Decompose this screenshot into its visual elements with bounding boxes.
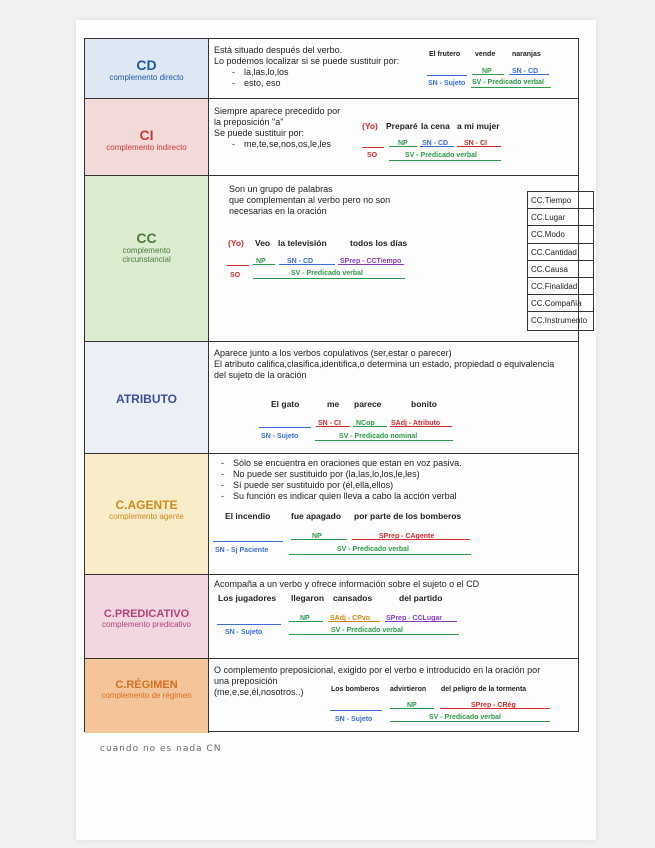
atributo-underline	[390, 426, 452, 427]
cc-sncd-label: SN - CD	[287, 258, 314, 265]
agente-underline	[213, 541, 283, 542]
label-ci	[85, 99, 209, 175]
agente-np-label: NP	[312, 533, 322, 540]
predicativo-example-word: llegaron	[291, 593, 325, 603]
atributo-title: ATRIBUTO	[116, 392, 177, 406]
cc-types-table	[527, 191, 594, 331]
list-item: - la,las,lo,los	[228, 67, 399, 78]
cc-example-word: la televisión	[278, 238, 327, 248]
predicativo-underline	[385, 621, 457, 622]
cc-np-label: NP	[256, 258, 266, 265]
list-item: - No puede ser sustituido por (la,las,lo,los,le,les)	[217, 469, 462, 480]
ci-underline	[389, 146, 417, 147]
cc-predicate-label: SV - Predicado verbal	[291, 270, 363, 277]
predicativo-underline	[328, 621, 380, 622]
regimen-underline	[390, 721, 550, 722]
predicativo-subject-label: SN - Sujeto	[225, 629, 263, 636]
atributo-ncop-label: NCop	[356, 420, 375, 427]
ci-example-word: la cena	[421, 121, 450, 131]
predicativo-underline	[289, 621, 323, 622]
cd-underline	[472, 74, 504, 75]
cc-underline	[338, 264, 404, 265]
label-cc	[85, 176, 209, 341]
ci-so-label: SO	[367, 152, 378, 159]
ci-sncd-label: SN - CD	[422, 140, 449, 147]
agente-sprep-label: SPrep - CAgente	[379, 533, 435, 540]
agente-underline	[352, 539, 470, 540]
content-atributo	[209, 342, 578, 453]
ci-snci-label: SN - CI	[464, 140, 487, 147]
row-cc	[85, 176, 588, 342]
list-item: - esto, eso	[228, 78, 399, 89]
agente-example-word: por parte de los bomberos	[354, 511, 462, 521]
cc-example-word: (Yo)	[228, 238, 244, 248]
cd-predicate-label: SV - Predicado verbal	[472, 79, 544, 86]
cd-np-label: NP	[482, 68, 492, 75]
regimen-line1: O complemento preposicional, exigido por el verbo e introducido en la oración por	[214, 665, 541, 675]
cd-example-word: naranjas	[512, 51, 541, 58]
regimen-line2: una preposición	[214, 676, 278, 686]
cc-type: CC.Cantidad	[528, 244, 593, 261]
ci-np-label: NP	[398, 140, 408, 147]
cc-example-word: todos los días	[350, 238, 408, 248]
atributo-example-word: bonito	[411, 399, 437, 409]
content-cc	[209, 176, 588, 341]
atributo-underline	[315, 440, 453, 441]
atributo-predicate-label: SV - Predicado nominal	[339, 433, 418, 440]
cd-example-word: El frutero	[429, 51, 461, 58]
cc-underline	[253, 264, 275, 265]
label-atributo	[85, 342, 209, 453]
cc-underline	[253, 278, 405, 279]
regimen-example-word: Los bomberos	[331, 686, 380, 693]
atributo-underline	[353, 426, 387, 427]
complements-table	[84, 38, 588, 732]
atributo-example-word: parece	[354, 399, 382, 409]
handwritten-note: cuando no es nada CN	[100, 744, 222, 754]
predicativo-sprep-label: SPrep - CCLugar	[386, 615, 443, 622]
list-item: - me,te,se,nos,os,le,les	[228, 139, 340, 150]
cc-underline	[227, 265, 249, 266]
predicativo-example-word: cansados	[333, 593, 373, 603]
list-item: - Sí puede ser sustituido por (él,ella,ellos)	[217, 480, 462, 491]
regimen-underline	[330, 710, 382, 711]
predicativo-underline	[217, 624, 281, 625]
label-predicativo	[85, 575, 209, 658]
cc-title: CC	[136, 230, 157, 246]
cc-subtitle: complemento	[122, 246, 171, 255]
ci-line2: la preposición "a"	[214, 117, 284, 127]
cd-underline	[471, 87, 551, 88]
cd-underline	[509, 74, 549, 75]
label-agente	[85, 454, 209, 574]
cc-type: CC.Compañía	[528, 295, 593, 312]
predicativo-predicate-label: SV - Predicado verbal	[331, 627, 403, 634]
regimen-underline	[390, 708, 434, 709]
regimen-line3: (me,e,se,él,nosotros..)	[214, 687, 304, 697]
agente-predicate-label: SV - Predicado verbal	[337, 546, 409, 553]
agente-example-word: fue apagado	[291, 511, 342, 521]
cc-line2: que complementan al verbo pero no son	[229, 195, 391, 205]
ci-example-word: a mi mujer	[457, 121, 500, 131]
predicativo-subtitle: complemento predicativo	[102, 620, 191, 629]
atributo-underline	[316, 426, 350, 427]
row-atributo	[85, 342, 578, 454]
content-predicativo	[209, 575, 578, 658]
cc-so-label: SO	[230, 272, 241, 279]
row-regimen	[85, 659, 578, 733]
agente-example-word: El incendio	[225, 511, 271, 521]
regimen-np-label: NP	[407, 702, 417, 709]
row-predicativo	[85, 575, 578, 659]
ci-line1: Siempre aparece precedido por	[214, 106, 341, 116]
agente-subtitle: complemento agente	[109, 512, 184, 521]
regimen-subtitle: complemento de régimen	[101, 691, 192, 700]
cd-example-word: vende	[475, 51, 496, 58]
agente-title: C.AGENTE	[115, 498, 178, 512]
atributo-example-word: me	[327, 399, 340, 409]
cd-title: CD	[136, 57, 157, 73]
agente-underline	[291, 539, 347, 540]
ci-example-word: (Yo)	[362, 121, 378, 131]
content-regimen	[209, 659, 578, 733]
ci-example-word: Preparé	[386, 121, 418, 131]
cc-underline	[279, 264, 335, 265]
regimen-example-word: del peligro de la tormenta	[441, 686, 527, 693]
list-item: - Su función es indicar quien lleva a cabo la acción verbal	[217, 491, 462, 502]
label-regimen	[85, 659, 209, 733]
cc-example-word: Veo	[255, 238, 271, 248]
agente-underline	[289, 554, 471, 555]
cd-sncd-label: SN - CD	[512, 68, 539, 75]
cd-line1: Está situado después del verbo.	[214, 45, 343, 55]
cc-line3: necesarias en la oración	[229, 206, 327, 216]
regimen-predicate-label: SV - Predicado verbal	[429, 714, 501, 721]
atributo-snci-label: SN - CI	[318, 420, 341, 427]
cc-type: CC.Causa	[528, 261, 593, 278]
cc-type: CC.Modo	[528, 226, 593, 243]
content-cd	[209, 39, 578, 98]
predicativo-line1: Acompaña a un verbo y ofrece información sobre el sujeto o el CD	[214, 579, 480, 589]
ci-subtitle: complemento indirecto	[106, 143, 187, 152]
regimen-example-word: advirtieron	[390, 686, 427, 693]
atributo-underline	[259, 427, 311, 428]
cc-subtitle: circunstancial	[122, 255, 171, 264]
regimen-sprep-label: SPrep - CRég	[471, 702, 516, 709]
atributo-line1: Aparece junto a los verbos copulativos (ser,estar o parecer)	[214, 348, 452, 358]
label-cd	[85, 39, 209, 98]
ci-predicate-label: SV - Predicado verbal	[405, 152, 477, 159]
content-agente	[209, 454, 578, 574]
regimen-title: C.RÉGIMEN	[115, 679, 178, 691]
row-cd	[85, 39, 578, 99]
agente-subject-label: SN - Sj Paciente	[215, 547, 269, 554]
regimen-underline	[440, 708, 550, 709]
ci-underline	[389, 160, 501, 161]
predicativo-np-label: NP	[300, 615, 310, 622]
ci-underline	[420, 146, 454, 147]
ci-underline	[457, 146, 501, 147]
atributo-subject-label: SN - Sujeto	[261, 433, 299, 440]
atributo-example-word: El gato	[271, 399, 300, 409]
cd-underline	[427, 75, 467, 76]
predicativo-example-word: del partido	[399, 593, 443, 603]
ci-underline	[362, 147, 384, 148]
predicativo-sadj-label: SAdj - CPvo	[330, 615, 371, 622]
row-ci	[85, 99, 578, 176]
atributo-line2: El atributo califica,clasifica,identifica,o determina un estado, propiedad o equivalencia	[214, 359, 555, 369]
atributo-sadj-label: SAdj - Atributo	[391, 420, 441, 427]
cd-subject-label: SN - Sujeto	[428, 80, 466, 87]
predicativo-example-word: Los jugadores	[218, 593, 277, 603]
cc-type: CC.Lugar	[528, 209, 593, 226]
cc-sprep-label: SPrep - CCTiempo	[340, 258, 402, 265]
list-item: - Sólo se encuentra en oraciones que estan en voz pasiva.	[217, 458, 462, 469]
cc-type: CC.Instrumento	[531, 316, 588, 326]
row-agente	[85, 454, 578, 575]
predicativo-title: C.PREDICATIVO	[103, 608, 190, 620]
ci-title: CI	[139, 127, 154, 143]
cc-line1: Son un grupo de palabras	[229, 184, 333, 194]
cc-type: CC.Finalidad	[528, 278, 593, 295]
content-ci	[209, 99, 578, 175]
cc-type: CC.Tiempo	[528, 192, 593, 209]
atributo-line3: del sujeto de la oración	[214, 370, 307, 380]
regimen-subject-label: SN - Sujeto	[335, 716, 373, 723]
predicativo-underline	[289, 634, 459, 635]
cd-subtitle: complemento directo	[109, 73, 184, 82]
cd-line2: Lo podemos localizar si se puede sustituir por:	[214, 56, 400, 66]
ci-line3: Se puede sustituir por:	[214, 128, 305, 138]
